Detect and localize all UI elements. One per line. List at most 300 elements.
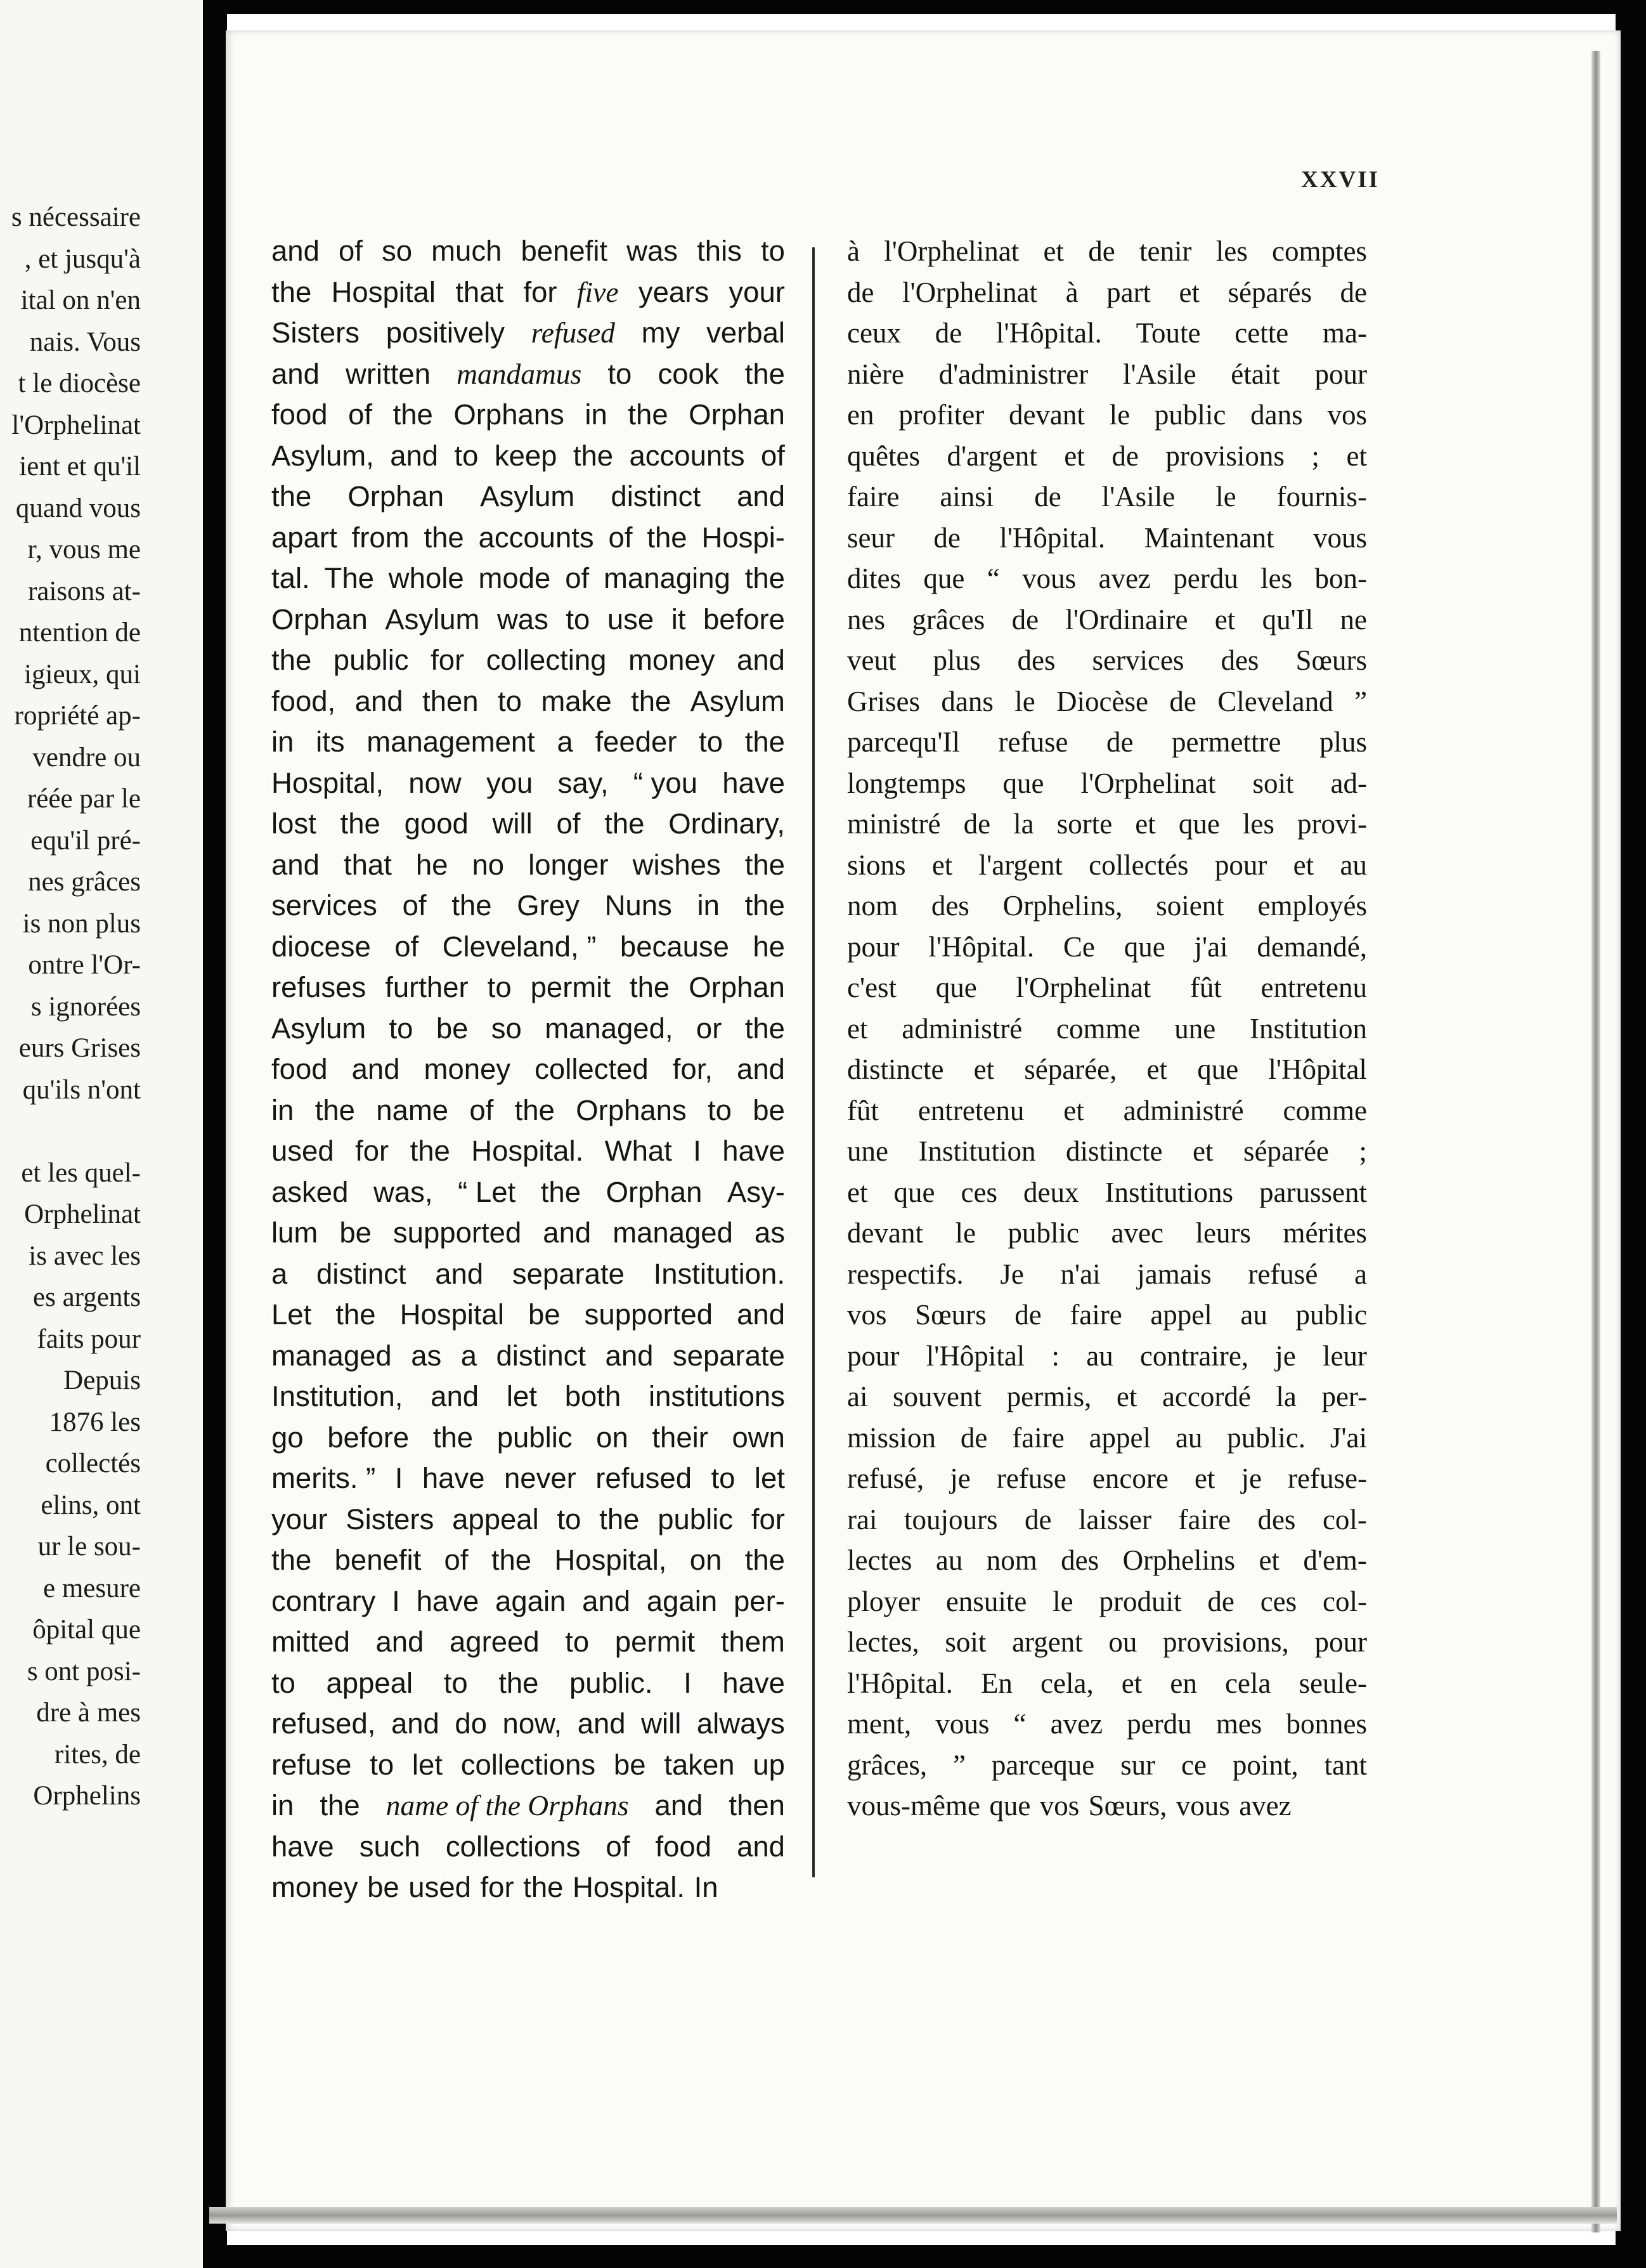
word: be — [436, 1012, 469, 1045]
word: was — [496, 603, 548, 635]
word: de — [1207, 1585, 1234, 1617]
word: of — [608, 521, 633, 554]
word: de — [935, 317, 962, 349]
word: Hospi- — [701, 521, 785, 554]
word: up — [753, 1748, 785, 1781]
french-text-line — [847, 1540, 1367, 1581]
word: the — [432, 1421, 474, 1454]
word: grâces, — [847, 1749, 928, 1781]
scan-border-gutter — [202, 0, 227, 2268]
english-text-line — [271, 1867, 785, 1908]
word: to — [487, 971, 512, 1003]
word: Asylum — [480, 480, 575, 512]
word: lectes — [847, 1544, 912, 1576]
word: ” — [953, 1749, 966, 1781]
word: public. — [569, 1666, 653, 1699]
word: de — [1014, 1299, 1042, 1331]
word: et — [973, 1053, 995, 1085]
page-number: XXVII — [1301, 167, 1380, 193]
french-text-line — [847, 313, 1367, 354]
word: Asylum — [690, 684, 785, 717]
word: What — [604, 1135, 672, 1167]
word: in — [271, 726, 294, 758]
word: vous — [1022, 563, 1077, 594]
word: l'Orphelinat — [884, 235, 1020, 267]
french-text-line — [847, 1090, 1367, 1131]
word: the — [744, 1544, 785, 1576]
english-text-line — [271, 476, 785, 518]
french-text-line — [847, 1499, 1367, 1541]
word: “ — [987, 563, 1000, 594]
french-text-line — [847, 1172, 1367, 1213]
word: a — [271, 1257, 288, 1290]
english-text-line — [271, 1294, 785, 1336]
word: seule- — [1299, 1667, 1367, 1699]
word: les — [1242, 808, 1274, 840]
word: et — [1179, 276, 1200, 308]
word: entretenu — [1260, 972, 1367, 1003]
word: your — [271, 1502, 328, 1535]
word: jamais — [1137, 1258, 1212, 1290]
french-text-line — [847, 1294, 1367, 1336]
word: Hospital. — [572, 1871, 685, 1903]
word: and — [431, 1380, 479, 1412]
word: so — [382, 235, 413, 267]
word: do — [455, 1707, 488, 1740]
word: my — [641, 316, 680, 349]
word: so — [491, 1012, 522, 1045]
word: à — [847, 235, 860, 267]
english-text-line — [271, 804, 785, 845]
word: for — [355, 1135, 389, 1167]
word: be — [613, 1748, 646, 1781]
word: que — [1124, 930, 1165, 963]
word: nom — [847, 890, 898, 922]
word: own — [732, 1421, 785, 1454]
word: au — [1175, 1421, 1203, 1454]
word: ceux — [847, 317, 901, 349]
word: the — [523, 1871, 564, 1903]
word: fût — [1189, 972, 1222, 1003]
word: des — [1221, 644, 1259, 676]
word: Nuns — [604, 889, 672, 922]
french-text-line — [847, 1458, 1367, 1499]
word: the — [314, 1093, 355, 1126]
word: management — [366, 726, 535, 758]
word: des — [1257, 1503, 1296, 1535]
word: distinct — [611, 480, 701, 512]
word: de — [1088, 235, 1115, 267]
word: and — [390, 439, 439, 472]
word: and — [582, 1584, 631, 1617]
word: “ you — [633, 766, 698, 799]
word: demandé, — [1257, 930, 1367, 963]
word: collectés — [1089, 849, 1189, 881]
word: ministré — [847, 808, 941, 840]
word: cette — [1234, 317, 1289, 349]
word: distinct — [316, 1257, 406, 1290]
word: de — [933, 521, 961, 554]
facing-page-line: quand vous — [15, 493, 141, 523]
word: parcequ'Il — [847, 726, 961, 758]
english-text-line — [271, 1090, 785, 1131]
word: et — [1146, 1053, 1168, 1085]
facing-page-line: raisons at- — [28, 576, 141, 606]
word: for — [480, 1871, 514, 1903]
word: let — [754, 1462, 785, 1494]
french-text-line — [847, 1254, 1367, 1295]
word: be — [753, 1093, 785, 1126]
word: une — [847, 1135, 888, 1167]
facing-page-line: Depuis — [63, 1365, 141, 1395]
word: the — [631, 684, 671, 717]
french-column — [847, 231, 1367, 1827]
word: n'ai — [1060, 1258, 1101, 1290]
word: the — [320, 1789, 360, 1822]
word: accounts — [478, 521, 594, 554]
word: au — [1086, 1339, 1113, 1372]
word: ou — [1108, 1626, 1137, 1658]
word: Cleveland, ” — [442, 930, 597, 963]
word: mission — [847, 1421, 936, 1454]
word: the — [271, 644, 312, 676]
word: positively — [386, 316, 505, 349]
word: such — [359, 1830, 420, 1863]
word: que — [1197, 1053, 1239, 1085]
word: money — [628, 644, 715, 676]
word: produit — [1099, 1585, 1182, 1617]
word: mode — [478, 562, 551, 594]
word: the — [271, 275, 312, 308]
word: longtemps — [847, 767, 966, 799]
french-text-line — [847, 231, 1367, 272]
word: et — [1259, 1544, 1280, 1576]
word: vous-même — [847, 1790, 980, 1822]
word: make — [541, 684, 612, 717]
word: bon- — [1314, 563, 1367, 594]
word: part — [1106, 276, 1151, 308]
word: bonnes — [1286, 1708, 1367, 1740]
word: tenir — [1139, 235, 1192, 267]
word: managed — [612, 1216, 733, 1249]
word: vos — [1039, 1790, 1080, 1822]
word: he — [415, 848, 448, 881]
word: he — [753, 930, 785, 963]
word: managed, — [545, 1012, 673, 1045]
word: Orphan — [689, 398, 785, 431]
word: for, — [672, 1053, 713, 1085]
word: de — [1106, 726, 1134, 758]
word: avec — [1111, 1217, 1163, 1249]
word: “ Let — [458, 1175, 516, 1208]
word: of — [402, 889, 427, 922]
word: au — [935, 1544, 963, 1576]
word: food — [271, 1053, 328, 1085]
french-text-line — [847, 722, 1367, 763]
word: the — [410, 1135, 450, 1167]
french-text-line — [847, 1131, 1367, 1172]
word: faire — [1070, 1299, 1122, 1331]
french-text-line — [847, 1213, 1367, 1254]
word: sur — [1120, 1749, 1156, 1781]
word: as — [754, 1216, 785, 1249]
word: qu'Il — [1262, 603, 1314, 635]
word: diocese — [271, 930, 371, 963]
word: dans — [941, 685, 994, 717]
word: Hospital, — [271, 766, 384, 799]
word: have — [722, 1135, 785, 1167]
word: longer — [528, 848, 609, 881]
english-text-line — [271, 885, 785, 927]
word: appel — [1089, 1421, 1151, 1454]
word: de — [1111, 440, 1139, 472]
word: et — [847, 1176, 868, 1208]
word: supported — [392, 1216, 522, 1249]
english-text-line — [271, 313, 785, 354]
word: nière — [847, 358, 904, 390]
word: go — [271, 1421, 304, 1454]
word: que — [893, 1176, 935, 1208]
word: et — [1043, 235, 1065, 267]
english-text-line — [271, 1499, 785, 1541]
facing-page-line: ôpital que — [32, 1615, 141, 1645]
word: public — [1008, 1217, 1079, 1249]
word: en — [847, 399, 874, 431]
word: Orphans — [576, 1093, 687, 1126]
word: public — [333, 644, 409, 676]
word: les — [1260, 563, 1293, 594]
word: de — [847, 276, 874, 308]
word: veut — [847, 644, 897, 676]
word: refuse — [998, 726, 1068, 758]
word: Hospital — [331, 275, 436, 308]
facing-page-line: is non plus — [22, 908, 141, 939]
word: lectes, — [847, 1626, 919, 1658]
word: Diocèse — [1056, 685, 1148, 717]
word: collecting — [486, 644, 607, 676]
word: collections — [460, 1748, 596, 1781]
word: collected — [535, 1053, 649, 1085]
word: again — [495, 1584, 566, 1617]
facing-page-line: ur le sou- — [37, 1532, 141, 1561]
word: perdu — [1127, 1708, 1192, 1740]
word: food — [271, 398, 328, 431]
facing-page-line: s ont posi- — [27, 1656, 141, 1686]
word: provisions, — [1163, 1626, 1289, 1658]
facing-page-line: qu'ils n'ont — [22, 1074, 141, 1105]
word: à — [1065, 276, 1079, 308]
word: and — [271, 848, 320, 881]
french-text-line — [847, 518, 1367, 559]
word: profiter — [898, 399, 985, 431]
word: to — [389, 1012, 413, 1045]
word: Orphelins — [1122, 1544, 1236, 1576]
word: pour — [1214, 849, 1267, 881]
scan-border-top — [0, 0, 1646, 14]
word: une — [1174, 1012, 1216, 1045]
word: the — [271, 480, 312, 512]
facing-page-line: ital on n'en — [20, 285, 141, 315]
facing-page-line: e mesure — [42, 1573, 141, 1603]
french-text-line — [847, 1008, 1367, 1050]
word: and — [737, 1053, 785, 1085]
word: say, — [557, 766, 609, 799]
english-text-line — [271, 1172, 785, 1213]
word: permis, — [1006, 1381, 1092, 1412]
word: to — [566, 603, 590, 635]
french-text-line — [847, 845, 1367, 886]
french-text-line — [847, 1336, 1367, 1377]
word: seur — [847, 521, 895, 554]
word: j'ai — [1194, 930, 1228, 963]
word: keep — [494, 439, 557, 472]
french-text-line — [847, 394, 1367, 436]
word: and — [737, 644, 785, 676]
word: l'argent — [978, 849, 1063, 881]
word: to — [271, 1666, 295, 1699]
word: En — [980, 1667, 1013, 1699]
word: of — [761, 439, 785, 472]
word: now — [408, 766, 462, 799]
word: written — [346, 357, 431, 390]
word: to — [711, 1462, 736, 1494]
word: Sœurs — [915, 1299, 987, 1331]
word: vos — [1327, 399, 1367, 431]
word: whole — [388, 562, 464, 594]
word: ainsi — [940, 481, 994, 512]
french-text-line — [847, 763, 1367, 804]
facing-page-line: ropriété ap- — [14, 701, 141, 731]
word: provi- — [1297, 808, 1367, 840]
word: appeal — [452, 1502, 539, 1535]
word: Hospital, — [554, 1544, 667, 1576]
word: permettre — [1172, 726, 1281, 758]
word: agreed — [449, 1626, 540, 1658]
facing-page-line: Orphelinat — [24, 1199, 141, 1229]
word: apart — [271, 521, 337, 554]
word: d'em- — [1303, 1544, 1367, 1576]
word: vous — [935, 1708, 990, 1740]
word: will — [641, 1707, 682, 1740]
word: no — [472, 848, 505, 881]
word: ; — [1311, 440, 1319, 472]
word: Asy- — [727, 1175, 785, 1208]
word: always — [696, 1707, 785, 1740]
word: vous — [1176, 1790, 1230, 1822]
word: je — [1241, 1463, 1262, 1494]
word: plus — [1319, 726, 1367, 758]
word: Sœurs — [1295, 644, 1367, 676]
facing-page-line: t le diocèse — [18, 368, 141, 398]
facing-page-line: collectés — [45, 1449, 141, 1478]
word: money — [271, 1871, 358, 1903]
word: the — [335, 1298, 376, 1331]
word: the — [628, 398, 668, 431]
word: to — [699, 726, 723, 758]
word: nes — [847, 603, 885, 635]
facing-page-line: faits pour — [37, 1324, 141, 1354]
word: this — [697, 235, 742, 267]
word: to — [557, 1502, 581, 1535]
word: de — [963, 808, 991, 840]
facing-page-line: igieux, qui — [24, 659, 141, 689]
word: faire — [1012, 1421, 1065, 1454]
word: J'ai — [1330, 1421, 1367, 1454]
word: que — [923, 563, 965, 594]
word: et — [1346, 440, 1367, 472]
facing-page-line: nais. Vous — [29, 327, 141, 357]
word: Asylum — [385, 603, 480, 635]
english-text-line — [271, 1008, 785, 1050]
word: the — [498, 1666, 539, 1699]
english-text-line — [271, 1131, 785, 1172]
word: fournis- — [1276, 481, 1367, 512]
facing-page-line: dre à mes — [36, 1698, 141, 1728]
word: to — [454, 439, 479, 472]
word: Let — [271, 1298, 312, 1331]
word: ployer — [847, 1585, 920, 1617]
word: Hospital. — [471, 1135, 584, 1167]
word: and — [435, 1257, 484, 1290]
word: et — [1214, 603, 1236, 635]
english-text-line — [271, 1254, 785, 1295]
english-text-line — [271, 1622, 785, 1663]
facing-page-line: ient et qu'il — [19, 452, 141, 481]
word: de — [960, 1421, 988, 1454]
word: et — [1116, 1381, 1137, 1412]
word: refuse- — [1288, 1463, 1367, 1494]
word: in — [271, 1789, 294, 1822]
facing-page-line: r, vous me — [27, 535, 141, 564]
word: soient — [1156, 890, 1224, 922]
word: Orphan — [689, 971, 785, 1003]
word: food — [655, 1830, 711, 1863]
french-text-line — [847, 1745, 1367, 1786]
word: supported — [584, 1298, 713, 1331]
french-text-line — [847, 640, 1367, 681]
french-text-line — [847, 885, 1367, 927]
facing-page-line: l'Orphelinat — [11, 410, 141, 440]
word: cela, — [1040, 1667, 1094, 1699]
english-text-line — [271, 927, 785, 968]
word: l'Asile — [1122, 358, 1196, 390]
word: que — [989, 1790, 1031, 1822]
word: the — [744, 848, 785, 881]
word: ad- — [1330, 767, 1367, 799]
english-text-line — [271, 1049, 785, 1090]
word: for — [751, 1502, 785, 1535]
word: ai — [847, 1381, 868, 1412]
word: and — [543, 1216, 592, 1249]
word: Ce — [1063, 930, 1095, 963]
word: managed — [271, 1339, 392, 1372]
word: the — [599, 1502, 640, 1535]
word: distincte — [1066, 1135, 1163, 1167]
word: et — [1135, 808, 1156, 840]
word: refuse — [271, 1748, 352, 1781]
french-text-line — [847, 1418, 1367, 1459]
french-text-line — [847, 967, 1367, 1008]
english-text-line — [271, 1745, 785, 1786]
word: fût — [847, 1094, 879, 1126]
word: the — [629, 971, 670, 1003]
word: ce — [1181, 1749, 1207, 1781]
word: Sisters — [346, 1502, 434, 1535]
word: now, — [502, 1707, 562, 1740]
italic-word: mandamus — [457, 357, 582, 390]
word: sorte — [1056, 808, 1113, 840]
word: money — [424, 1053, 511, 1085]
